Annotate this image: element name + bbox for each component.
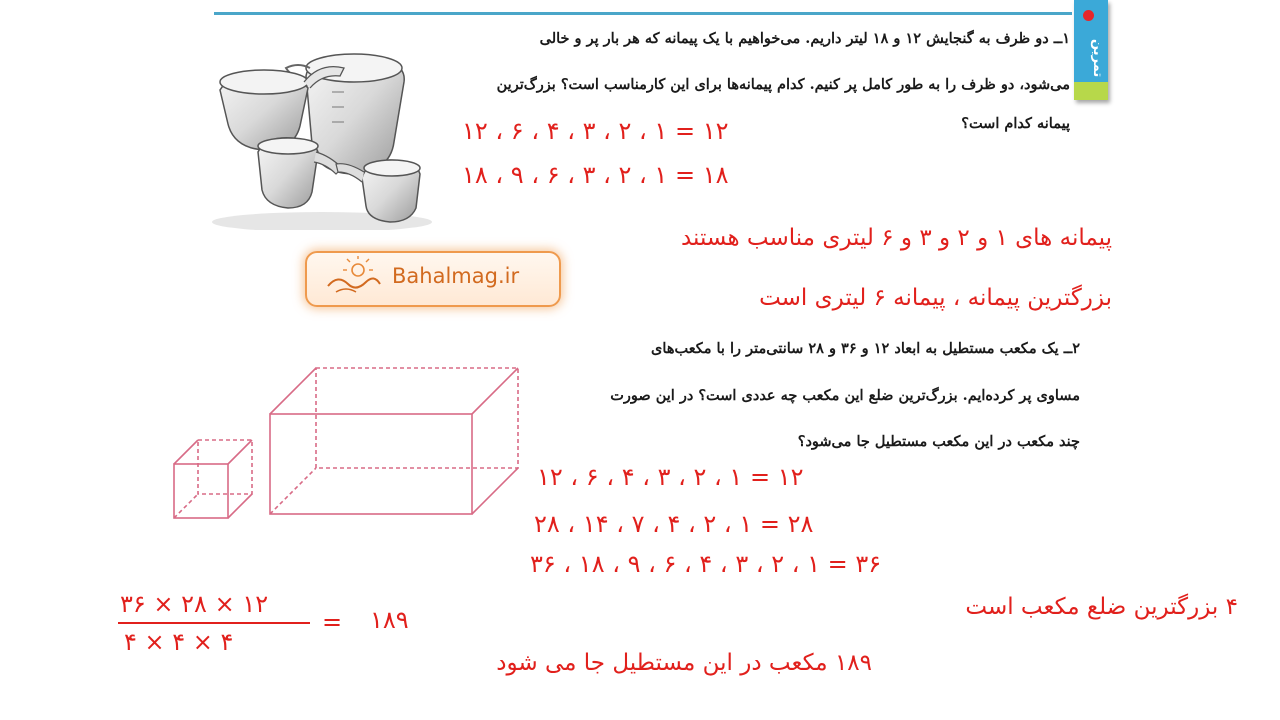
logo-text[interactable]: Bahalmag.ir	[392, 264, 520, 288]
problem1-line-1: ۱ــ دو ظرف به گنجایش ۱۲ و ۱۸ لیتر داریم. می‌خواهیم با یک پیمانه که هر بار پر و خالی	[539, 30, 1070, 47]
logo-mark-icon	[322, 256, 384, 298]
problem2-divisors-28: ۲۸ = ۱ ، ۲ ، ۴ ، ۷ ، ۱۴ ، ۲۸	[534, 510, 814, 538]
boxes-diagram	[170, 364, 525, 520]
fraction-denominator: ۴ × ۴ × ۴	[124, 628, 234, 656]
problem2-line-1: ۲ــ یک مکعب مستطیل به ابعاد ۱۲ و ۳۶ و ۲۸ سانتی‌متر را با مکعب‌های	[651, 340, 1080, 357]
problem1-divisors-18: ۱۸ = ۱ ، ۲ ، ۳ ، ۶ ، ۹ ، ۱۸	[462, 161, 729, 189]
measuring-cups-image	[212, 22, 438, 230]
fraction-bar	[118, 622, 310, 624]
fraction-result: ۱۸۹	[370, 606, 409, 634]
problem1-divisors-12: ۱۲ = ۱ ، ۲ ، ۳ ، ۴ ، ۶ ، ۱۲	[462, 117, 729, 145]
problem1-line-2: می‌شود، دو ظرف را به طور کامل پر کنیم. کدام پیمانه‌ها برای این کارمناسب است؟ بزرگ‌ترین	[496, 76, 1070, 93]
top-rule	[214, 12, 1072, 15]
problem2-line-2: مساوی پر کرده‌ایم. بزرگ‌ترین ضلع این مکعب چه عددی است؟ در این صورت	[610, 387, 1080, 404]
fraction-numerator: ۱۲ × ۲۸ × ۳۶	[120, 590, 269, 618]
equals-sign: =	[322, 608, 343, 636]
problem2-divisors-12: ۱۲ = ۱ ، ۲ ، ۳ ، ۴ ، ۶ ، ۱۲	[537, 463, 804, 491]
problem2-answer-side: ۴ بزرگترین ضلع مکعب است	[965, 594, 1238, 620]
problem1-line-3: پیمانه کدام است؟	[961, 115, 1070, 132]
problem1-answer-1: پیمانه های ۱ و ۲ و ۳ و ۶ لیتری مناسب هستند	[680, 225, 1112, 251]
exercise-tab-label: تمرین	[1090, 38, 1105, 78]
tab-dot-icon	[1083, 10, 1094, 21]
problem2-answer-count: ۱۸۹ مکعب در این مستطیل جا می شود	[496, 650, 872, 676]
problem2-line-3: چند مکعب در این مکعب مستطیل جا می‌شود؟	[797, 433, 1080, 450]
problem1-answer-2: بزرگترین پیمانه ، پیمانه ۶ لیتری است	[759, 285, 1112, 311]
problem2-divisors-36: ۳۶ = ۱ ، ۲ ، ۳ ، ۴ ، ۶ ، ۹ ، ۱۸ ، ۳۶	[530, 550, 882, 578]
